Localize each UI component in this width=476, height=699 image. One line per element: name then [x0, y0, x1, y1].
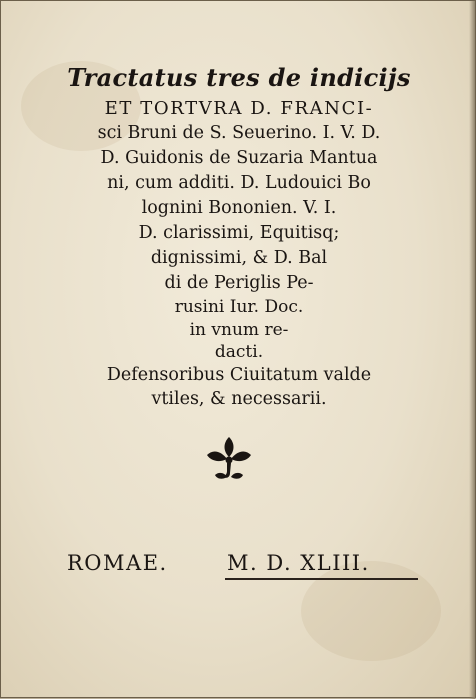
title-line-14: vtiles, & necessarii.	[151, 389, 327, 409]
title-line-7: D. clarissimi, Equitisq;	[138, 223, 340, 243]
imprint-place: ROMAE.	[67, 551, 168, 575]
title-line-9: di de Periglis Pe-	[164, 273, 314, 293]
title-line-10: rusini Iur. Doc.	[174, 297, 304, 317]
title-line-12: dacti.	[214, 342, 264, 362]
title-line-2: ET TORTVRA D. FRANCI-	[104, 98, 374, 119]
imprint-rule	[225, 578, 418, 580]
fleuron-icon	[203, 433, 255, 485]
imprint-date: M. D. XLIII.	[227, 551, 370, 575]
title-line-8: dignissimi, & D. Bal	[150, 248, 328, 268]
title-line-6: lognini Bononien. V. I.	[141, 198, 337, 218]
title-line-13: Defensoribus Ciuitatum valde	[106, 365, 372, 385]
paper-stain	[301, 561, 441, 661]
title-line-3: sci Bruni de S. Seuerino. I. V. D.	[97, 123, 381, 143]
title-line-4: D. Guidonis de Suzaria Mantua	[100, 148, 378, 168]
title-line-1: Tractatus tres de indicijs	[67, 63, 411, 92]
title-line-11: in vnum re-	[189, 320, 289, 340]
title-line-5: ni, cum additi. D. Ludouici Bo	[107, 173, 371, 193]
